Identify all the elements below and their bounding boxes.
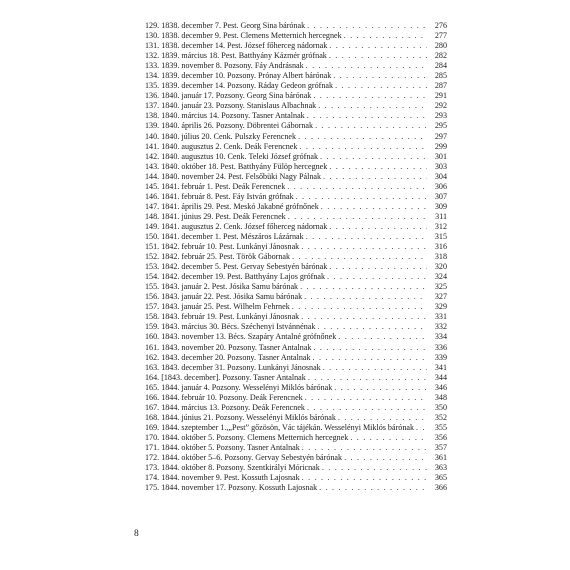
toc-entry xyxy=(145,373,447,383)
toc-entry xyxy=(145,403,447,413)
toc-entry-page: 299 xyxy=(434,141,447,151)
toc-entry xyxy=(145,453,447,463)
toc-entry-title: 148. 1841. június 29. Pest. Deák Ferencnek xyxy=(145,211,286,221)
dot-leader xyxy=(313,343,427,353)
toc-entry-title: 157. 1843. január 25. Pest. Wilhelm Fehrnek xyxy=(145,302,290,312)
toc-entry-page: 309 xyxy=(434,201,447,211)
toc-entry-title: 143. 1840. október 18. Pest. Batthyány Fülöp hercegnek xyxy=(145,161,328,171)
toc-entry-page: 295 xyxy=(434,121,447,131)
dot-leader xyxy=(323,172,427,182)
toc-entry xyxy=(145,312,447,322)
toc-entry-title: 165. 1844. január 4. Pozsony. Wesselényi Miklós bárónak xyxy=(145,382,333,392)
dot-leader xyxy=(299,142,427,152)
toc-entry-title: 142. 1840. augusztus 10. Cenk. Teleki József grófnak xyxy=(145,151,319,161)
dot-leader xyxy=(302,443,427,453)
dot-leader xyxy=(301,312,427,322)
toc-entry-page: 307 xyxy=(434,191,447,201)
toc-entry-title: 141. 1840. augusztus 2. Cenk. Deák Ferencnek xyxy=(145,141,298,151)
toc-entry-page: 339 xyxy=(434,352,447,362)
dot-leader xyxy=(344,453,427,463)
dot-leader xyxy=(335,81,427,91)
dot-leader xyxy=(313,353,427,363)
toc-entry xyxy=(145,91,447,101)
toc-entry xyxy=(145,121,447,131)
dot-leader xyxy=(298,132,427,142)
toc-entry xyxy=(145,111,447,121)
toc-entry xyxy=(145,222,447,232)
toc-entry-title: 154. 1842. december 19. Pest. Batthyány Lajos grófnak xyxy=(145,272,326,282)
toc-entry xyxy=(145,152,447,162)
toc-entry-title: 162. 1843. december 20. Pozsony. Tasner Antalnak xyxy=(145,352,311,362)
toc-entry xyxy=(145,21,447,31)
dot-leader xyxy=(304,292,427,302)
toc-entry xyxy=(145,393,447,403)
toc-entry xyxy=(145,343,447,353)
toc-entry-title: 149. 1841. augusztus 2. Cenk. József főherceg nádornak xyxy=(145,221,328,231)
toc-entry xyxy=(145,413,447,423)
toc-entry-page: 284 xyxy=(434,61,447,71)
dot-leader xyxy=(350,433,427,443)
toc-entry-page: 303 xyxy=(434,161,447,171)
toc-entry-title: 152. 1842. február 25. Pest. Török Gábornak xyxy=(145,252,291,262)
dot-leader xyxy=(338,332,427,342)
toc-entry-page: 293 xyxy=(434,111,447,121)
toc-entry-page: 336 xyxy=(434,342,447,352)
dot-leader xyxy=(306,232,427,242)
toc-entry-page: 348 xyxy=(434,392,447,402)
toc-entry xyxy=(145,71,447,81)
toc-entry xyxy=(145,192,447,202)
toc-entry xyxy=(145,433,447,443)
toc-entry-page: 327 xyxy=(434,292,447,302)
toc-entry xyxy=(145,51,447,61)
dot-leader xyxy=(292,302,427,312)
toc-entry-page: 365 xyxy=(434,473,447,483)
toc-entry-page: 344 xyxy=(434,372,447,382)
toc-entry xyxy=(145,322,447,332)
dot-leader xyxy=(317,322,427,332)
dot-leader xyxy=(329,222,427,232)
dot-leader xyxy=(307,21,427,31)
toc-entry xyxy=(145,182,447,192)
toc-entry-title: 161. 1843. november 20. Pozsony. Tasner Antalnak xyxy=(145,342,312,352)
toc-entry-title: 174. 1844. november 9. Pest. Kossuth Lajosnak xyxy=(145,473,300,483)
toc-entry xyxy=(145,363,447,373)
toc-entry-page: 316 xyxy=(434,242,447,252)
toc-entry-page: 277 xyxy=(434,31,447,41)
dot-leader xyxy=(329,162,427,172)
toc-entry-title: 167. 1844. március 13. Pozsony. Deák Ferencnek xyxy=(145,402,305,412)
toc-entry-page: 282 xyxy=(434,51,447,61)
dot-leader xyxy=(318,101,427,111)
dot-leader xyxy=(327,272,427,282)
toc-entry-page: 304 xyxy=(434,171,447,181)
dot-leader xyxy=(416,423,427,433)
toc-entry xyxy=(145,242,447,252)
toc-entry xyxy=(145,212,447,222)
toc-entry-title: 156. 1843. január 22. Pest. Jósika Samu bárónak xyxy=(145,292,303,302)
toc-entry-title: 155. 1843. január 2. Pest. Jósika Samu bárónak xyxy=(145,282,299,292)
toc-entry-page: 356 xyxy=(434,432,447,442)
toc-entry-title: 138. 1840. március 14. Pozsony. Tasner Antalnak xyxy=(145,111,305,121)
toc-entry-page: 366 xyxy=(434,483,447,493)
toc-entry-title: 163. 1843. december 31. Pozsony. Lunkányi Jánosnak xyxy=(145,362,321,372)
toc-entry-page: 361 xyxy=(434,453,447,463)
toc-entry-title: 168. 1844. június 21. Pozsony. Wesselényi Miklós bárónak xyxy=(145,412,336,422)
toc-entry-page: 324 xyxy=(434,272,447,282)
toc-entry xyxy=(145,41,447,51)
toc-entry xyxy=(145,232,447,242)
toc-entry-title: 140. 1840. július 20. Cenk. Pulszky Ferencnek xyxy=(145,131,297,141)
toc-entry-page: 355 xyxy=(434,422,447,432)
dot-leader xyxy=(344,31,427,41)
dot-leader xyxy=(329,51,427,61)
toc-entry xyxy=(145,101,447,111)
toc-entry-title: 166. 1844. február 10. Pozsony. Deák Ferencnek xyxy=(145,392,303,402)
dot-leader xyxy=(308,373,427,383)
toc-entry-page: 334 xyxy=(434,332,447,342)
toc-entry-title: 145. 1841. február 1. Pest. Deák Ferencnek xyxy=(145,181,286,191)
toc-entry-title: 135. 1839. december 14. Pozsony. Ráday Gedeon grófnak xyxy=(145,81,334,91)
toc-entry-title: 159. 1843. március 30. Bécs. Széchenyi Istvánnénak xyxy=(145,322,316,332)
dot-leader xyxy=(319,483,427,493)
dot-leader xyxy=(296,192,427,202)
toc-entry-title: 170. 1844. október 5. Pozsony. Clemens Metternich hercegnek xyxy=(145,432,349,442)
dot-leader xyxy=(302,473,427,483)
dot-leader xyxy=(315,121,427,131)
toc-entry-page: 276 xyxy=(434,21,447,30)
toc-entry xyxy=(145,443,447,453)
toc-entry xyxy=(145,61,447,71)
toc-entry-title: 172. 1844. október 5–6. Pozsony. Gervay Sebestyén bárónak xyxy=(145,453,343,463)
dot-leader xyxy=(329,41,427,51)
toc-entry-title: 153. 1842. december 5. Pest. Gervay Sebestyén bárónak xyxy=(145,262,328,272)
toc-entry-page: 280 xyxy=(434,41,447,51)
toc-entry-title: 173. 1844. október 8. Pozsony. Szentkirályi Móricnak xyxy=(145,463,320,473)
toc-entry-page: 332 xyxy=(434,322,447,332)
toc-entry-page: 357 xyxy=(434,442,447,452)
toc-entry-page: 306 xyxy=(434,181,447,191)
table-of-contents xyxy=(145,21,447,493)
dot-leader xyxy=(292,252,427,262)
dot-leader xyxy=(305,393,427,403)
toc-entry xyxy=(145,252,447,262)
toc-entry xyxy=(145,162,447,172)
toc-entry-title: 133. 1839. november 8. Pozsony. Fáy Andrásnak xyxy=(145,61,304,71)
toc-entry-title: 130. 1838. december 9. Pest. Clemens Metternich hercegnek xyxy=(145,31,342,41)
dot-leader xyxy=(307,111,427,121)
toc-entry-title: 150. 1841. december 1. Pest. Mészáros Lázárnak xyxy=(145,231,304,241)
toc-entry-title: 136. 1840. január 17. Pozsony. Georg Sina bárónak xyxy=(145,91,312,101)
toc-entry xyxy=(145,332,447,342)
toc-entry-page: 291 xyxy=(434,91,447,101)
toc-entry xyxy=(145,423,447,433)
toc-entry xyxy=(145,473,447,483)
dot-leader xyxy=(288,212,427,222)
toc-entry-page: 301 xyxy=(434,151,447,161)
toc-entry xyxy=(145,272,447,282)
toc-entry xyxy=(145,483,447,493)
dot-leader xyxy=(307,403,427,413)
toc-entry-page: 329 xyxy=(434,302,447,312)
dot-leader xyxy=(338,413,427,423)
toc-entry-page: 363 xyxy=(434,463,447,473)
toc-entry-title: 147. 1841. április 29. Pest. Meskó Jakabné grófnőnek xyxy=(145,201,319,211)
toc-entry-title: 144. 1840. november 24. Pest. Felsőbüki Nagy Pálnak xyxy=(145,171,322,181)
page-number: 8 xyxy=(134,529,139,539)
toc-entry-page: 320 xyxy=(434,262,447,272)
toc-entry-title: 129. 1838. december 7. Pest. Georg Sina bárónak xyxy=(145,21,306,30)
toc-entry-title: 137. 1840. január 23. Pozsony. Stanislaus Albachnak xyxy=(145,101,317,111)
toc-entry xyxy=(145,202,447,212)
toc-entry-title: 158. 1843. február 19. Pest. Lunkányi Jánosnak xyxy=(145,312,300,322)
toc-entry-page: 318 xyxy=(434,252,447,262)
toc-entry-page: 341 xyxy=(434,362,447,372)
toc-entry-page: 346 xyxy=(434,382,447,392)
toc-entry xyxy=(145,463,447,473)
toc-entry-title: 139. 1840. április 26. Pozsony. Döbrentei Gábornak xyxy=(145,121,314,131)
toc-entry-title: 134. 1839. december 10. Pozsony. Prónay Albert bárónak xyxy=(145,71,332,81)
dot-leader xyxy=(333,71,427,81)
dot-leader xyxy=(320,152,427,162)
toc-entry xyxy=(145,292,447,302)
toc-entry-title: 146. 1841. február 8. Pest. Fáy István grófnak xyxy=(145,191,294,201)
toc-entry-page: 297 xyxy=(434,131,447,141)
toc-entry-title: 175. 1844. november 17. Pozsony. Kossuth Lajosnak xyxy=(145,483,318,493)
toc-entry-title: 164. [1843. december]. Pozsony. Tasner Antalnak xyxy=(145,372,306,382)
toc-entry xyxy=(145,262,447,272)
toc-entry xyxy=(145,282,447,292)
toc-entry-title: 132. 1839. március 18. Pest. Batthyány Kázmér grófnak xyxy=(145,51,327,61)
toc-entry xyxy=(145,302,447,312)
dot-leader xyxy=(313,91,427,101)
toc-entry-title: 160. 1843. november 13. Bécs. Szapáry Antalné grófnőnek xyxy=(145,332,337,342)
dot-leader xyxy=(301,242,427,252)
toc-entry-title: 151. 1842. február 10. Pest. Lunkányi Jánosnak xyxy=(145,242,300,252)
dot-leader xyxy=(321,202,427,212)
toc-entry-page: 285 xyxy=(434,71,447,81)
dot-leader xyxy=(323,363,427,373)
dot-leader xyxy=(287,182,427,192)
toc-entry-page: 331 xyxy=(434,312,447,322)
toc-entry xyxy=(145,81,447,91)
toc-entry xyxy=(145,132,447,142)
dot-leader xyxy=(306,61,427,71)
toc-entry-page: 315 xyxy=(434,231,447,241)
toc-entry-page: 312 xyxy=(434,221,447,231)
toc-entry-title: 131. 1838. december 14. Pest. József főherceg nádornak xyxy=(145,41,328,51)
toc-entry xyxy=(145,353,447,363)
toc-entry xyxy=(145,142,447,152)
toc-entry-page: 350 xyxy=(434,402,447,412)
toc-entry xyxy=(145,172,447,182)
toc-entry-title: 171. 1844. október 5. Pozsony. Tasner Antalnak xyxy=(145,442,300,452)
toc-entry xyxy=(145,383,447,393)
toc-entry-page: 287 xyxy=(434,81,447,91)
toc-entry-page: 292 xyxy=(434,101,447,111)
toc-entry-page: 325 xyxy=(434,282,447,292)
dot-leader xyxy=(329,262,427,272)
toc-entry-page: 352 xyxy=(434,412,447,422)
dot-leader xyxy=(300,282,427,292)
toc-entry-title: 169. 1844. szeptember 1.,„Pest” gőzösön, Vác tájékán. Wesselényi Miklós bárónak xyxy=(145,422,415,432)
dot-leader xyxy=(322,463,427,473)
toc-entry xyxy=(145,31,447,41)
dot-leader xyxy=(334,383,427,393)
toc-entry-page: 311 xyxy=(435,211,447,221)
